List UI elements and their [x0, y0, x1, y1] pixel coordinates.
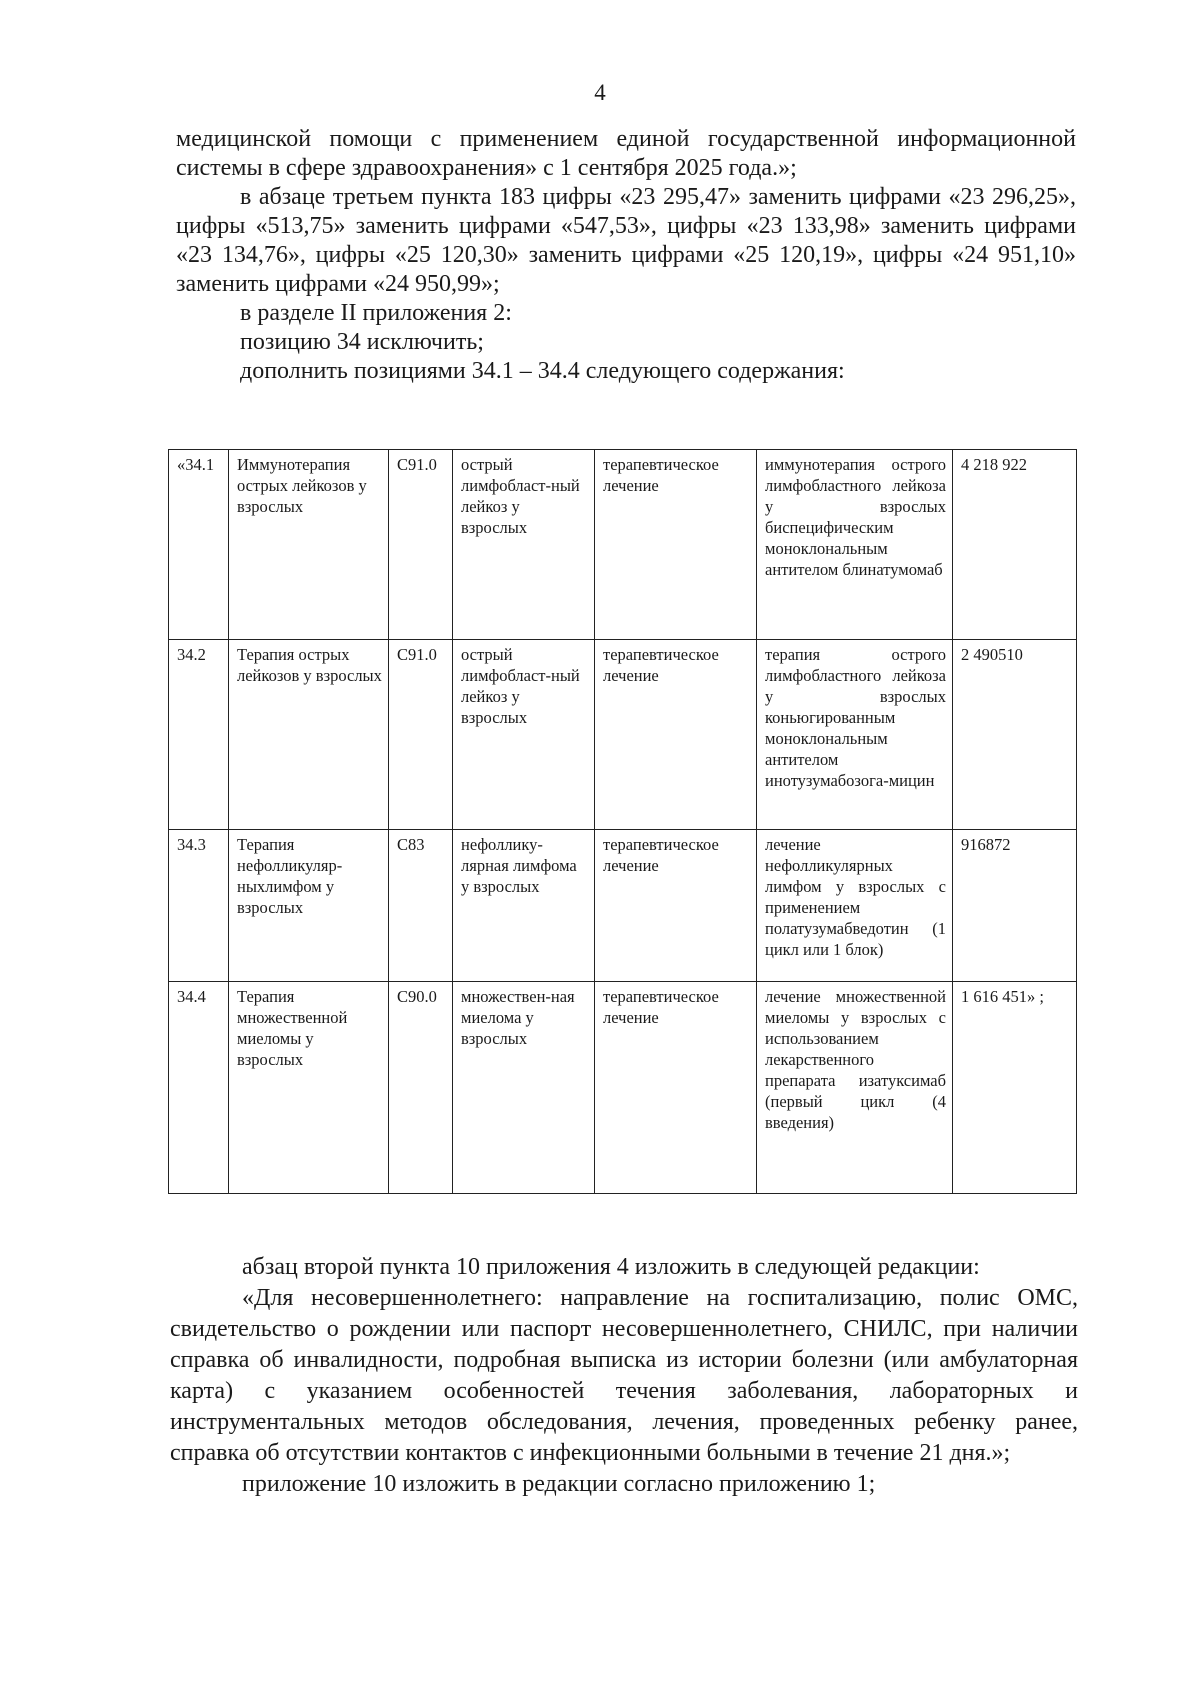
position-number: 34.3 — [169, 830, 229, 982]
treatment-description: терапия острого лимфобластного лейкоза у взрослых коньюгированным моноклональным антителом инотузумабозога-мицин — [757, 640, 953, 830]
position-name: Иммунотерапия острых лейкозов у взрослых — [229, 450, 389, 640]
table-row — [169, 830, 1077, 982]
cost: 916872 — [953, 830, 1077, 982]
icd-code: C91.0 — [389, 450, 453, 640]
treatment-type: терапевтическое лечение — [595, 450, 757, 640]
table-row — [169, 982, 1077, 1194]
diagnosis: острый лимфобласт-ный лейкоз у взрослых — [453, 640, 595, 830]
table-row — [169, 450, 1077, 640]
icd-code: C83 — [389, 830, 453, 982]
treatment-type: терапевтическое лечение — [595, 982, 757, 1194]
icd-code: C90.0 — [389, 982, 453, 1194]
treatment-description: лечение множественной миеломы у взрослых с использованием лекарственного препарата изатуксимаб (первый цикл (4 введения) — [757, 982, 953, 1194]
position-name: Терапия острых лейкозов у взрослых — [229, 640, 389, 830]
treatment-type: терапевтическое лечение — [595, 830, 757, 982]
intro-paragraph-5: дополнить позициями 34.1 – 34.4 следующего содержания: — [240, 358, 845, 384]
diagnosis: множествен-ная миелома у взрослых — [453, 982, 595, 1194]
intro-text — [176, 125, 1076, 386]
outro-paragraph-1: абзац второй пункта 10 приложения 4 изложить в следующей редакции: — [242, 1254, 980, 1280]
treatment-description: лечение нефолликулярных лимфом у взрослых с применением полатузумабведотин (1 цикл или 1 блок) — [757, 830, 953, 982]
position-number: 34.4 — [169, 982, 229, 1194]
intro-paragraph-1: медицинской помощи с применением единой государственной информационной системы в сфере здравоохранения» с 1 сентября 2025 года.»; — [176, 126, 1076, 181]
table-row — [169, 640, 1077, 830]
treatment-description: иммунотерапия острого лимфобластного лейкоза у взрослых биспецифическим моноклональным антителом блинатумомаб — [757, 450, 953, 640]
outro-paragraph-2: «Для несовершеннолетнего: направление на госпитализацию, полис ОМС, свидетельство о рождении или паспорт несовершеннолетнего, СНИЛС, при наличии справка об инвалидности, подробная выписка из истории болезни (или амбулаторная карта) с указанием особенностей течения заболевания, лабораторных и инструментальных методов обследования, лечения, проведенных ребенку ранее, справка об отсутствии контактов с инфекционными больными в течение 21 дня.»; — [170, 1285, 1078, 1466]
cost: 2 490510 — [953, 640, 1077, 830]
position-number: «34.1 — [169, 450, 229, 640]
cost: 1 616 451» ; — [953, 982, 1077, 1194]
intro-paragraph-4: позицию 34 исключить; — [240, 329, 484, 355]
outro-paragraph-3: приложение 10 изложить в редакции согласно приложению 1; — [242, 1471, 876, 1497]
icd-code: C91.0 — [389, 640, 453, 830]
position-number: 34.2 — [169, 640, 229, 830]
position-name: Терапия нефолликуляр-ныхлимфом у взрослых — [229, 830, 389, 982]
intro-paragraph-2: в абзаце третьем пункта 183 цифры «23 295,47» заменить цифрами «23 296,25», цифры «513,75» заменить цифрами «547,53», цифры «23 133,98» заменить цифрами «23 134,76», цифры «25 120,30» заменить цифрами «25 120,19», цифры «24 951,10» заменить цифрами «24 950,99»; — [176, 184, 1076, 297]
intro-paragraph-3: в разделе II приложения 2: — [240, 300, 512, 326]
outro-text — [170, 1252, 1078, 1500]
positions-table — [168, 449, 1077, 1194]
position-name: Терапия множественной миеломы у взрослых — [229, 982, 389, 1194]
cost: 4 218 922 — [953, 450, 1077, 640]
page-number: 4 — [594, 80, 606, 105]
diagnosis: острый лимфобласт-ный лейкоз у взрослых — [453, 450, 595, 640]
treatment-type: терапевтическое лечение — [595, 640, 757, 830]
diagnosis: нефоллику-лярная лимфома у взрослых — [453, 830, 595, 982]
